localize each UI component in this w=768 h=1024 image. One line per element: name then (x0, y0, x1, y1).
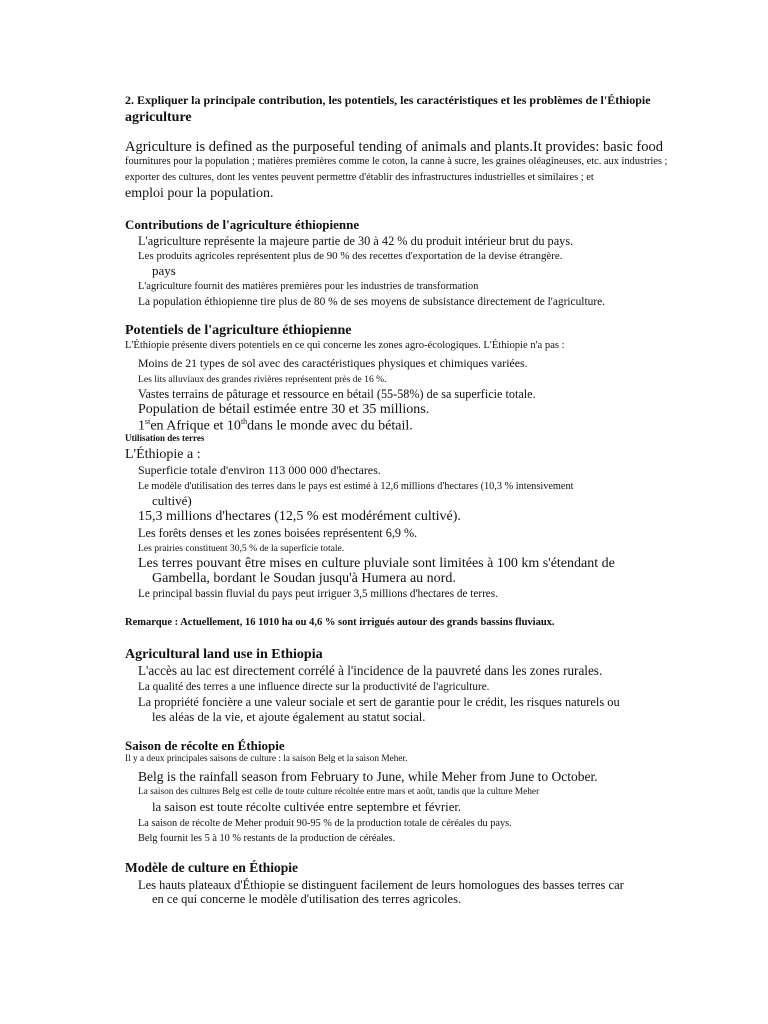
land-use-intro: L'Éthiopie a : (125, 447, 201, 462)
list-item-continuation: la saison est toute récolte cultivée entre septembre et février. (152, 800, 462, 814)
list-item: Le modèle d'utilisation des terres dans le pays est estimé à 12,6 millions d'hectares (10,3 % intensivement (138, 481, 574, 492)
potentials-heading: Potentiels de l'agriculture éthiopienne (125, 323, 352, 338)
intro-line-4: emploi pour la population. (125, 186, 274, 201)
intro-line-3: exporter des cultures, dont les ventes peuvent permettre d'établir des infrastructures industrielles et similaires ; et (125, 172, 594, 183)
list-item: Le principal bassin fluvial du pays peut irriguer 3,5 millions d'hectares de terres. (138, 588, 498, 600)
list-item: Population de bétail estimée entre 30 et 35 millions. (138, 402, 430, 417)
list-item: Belg fournit les 5 à 10 % restants de la production de céréales. (138, 833, 396, 844)
ag-land-use-heading: Agricultural land use in Ethiopia (125, 647, 323, 662)
list-item: Vastes terrains de pâturage et ressource en bétail (55-58%) de sa superficie totale. (138, 387, 536, 401)
list-item: Belg is the rainfall season from February to June, while Meher from June to October. (138, 769, 598, 784)
list-item: La saison de récolte de Meher produit 90-95 % de la production totale de céréales du pays. (138, 818, 512, 829)
list-item: Les hauts plateaux d'Éthiopie se distinguent facilement de leurs homologues des basses terres car (138, 878, 624, 892)
contributions-heading: Contributions de l'agriculture éthiopienne (125, 217, 360, 232)
title-line-1: 2. Expliquer la principale contribution, les potentiels, les caractéristiques et les problèmes de l'Éthiopie (125, 93, 651, 107)
remark: Remarque : Actuellement, 16 1010 ha ou 4,6 % sont irrigués autour des grands bassins fluviaux. (125, 617, 555, 628)
list-item: Les produits agricoles représentent plus de 90 % des recettes d'exportation de la devise étrangère. (138, 250, 563, 262)
intro-line-2: fournitures pour la population ; matières premières comme le coton, la canne à sucre, les graines oléagineuses, etc. aux industries ; (125, 156, 668, 167)
list-item: La qualité des terres a une influence directe sur la productivité de l'agriculture. (138, 681, 490, 693)
land-use-heading: Utilisation des terres (125, 433, 205, 443)
intro-line-1: Agriculture is defined as the purposeful tending of animals and plants.It provides: basic food (125, 139, 663, 155)
list-item: L'agriculture représente la majeure partie de 30 à 42 % du produit intérieur brut du pays. (138, 234, 574, 248)
list-item-continuation: en ce qui concerne le modèle d'utilisation des terres agricoles. (152, 892, 462, 906)
list-item: Les forêts denses et les zones boisées représentent 6,9 %. (138, 526, 418, 540)
list-item: L'accès au lac est directement corrélé à l'incidence de la pauvreté dans les zones rurales. (138, 663, 603, 678)
list-item: Moins de 21 types de sol avec des caractéristiques physiques et chimiques variées. (138, 356, 528, 370)
list-item: 15,3 millions d'hectares (12,5 % est modérément cultivé). (138, 509, 461, 524)
list-item: La propriété foncière a une valeur sociale et sert de garantie pour le crédit, les risques naturels ou (138, 695, 620, 709)
list-item: Les terres pouvant être mises en culture pluviale sont limitées à 100 km s'étendant de (138, 556, 615, 571)
list-item: Superficie totale d'environ 113 000 000 d'hectares. (138, 463, 381, 477)
harvest-intro: Il y a deux principales saisons de culture : la saison Belg et la saison Meher. (125, 754, 408, 764)
list-item-continuation: les aléas de la vie, et ajoute également au statut social. (152, 710, 426, 724)
potentials-intro: L'Éthiopie présente divers potentiels en ce qui concerne les zones agro-écologiques. L'Éthiopie n'a pas : (125, 340, 565, 351)
list-item: La saison des cultures Belg est celle de toute culture récoltée entre mars et août, tandis que la culture Meher (138, 787, 540, 797)
title-line-2: agriculture (125, 110, 192, 125)
list-item: L'agriculture fournit des matières premières pour les industries de transformation (138, 281, 479, 292)
list-item: La population éthiopienne tire plus de 80 % de ses moyens de subsistance directement de l'agriculture. (138, 296, 606, 308)
list-item-continuation: pays (152, 263, 176, 278)
harvest-heading: Saison de récolte en Éthiopie (125, 738, 285, 753)
crop-model-heading: Modèle de culture en Éthiopie (125, 860, 298, 875)
list-item: Les lits alluviaux des grandes rivières représentent près de 16 %. (138, 374, 387, 385)
list-item-continuation: cultivé) (152, 493, 192, 508)
list-item-continuation: Gambella, bordant le Soudan jusqu'à Humera au nord. (152, 571, 456, 586)
list-item: Les prairies constituent 30,5 % de la superficie totale. (138, 543, 345, 554)
list-item: 1sten Afrique et 10thdans le monde avec du bétail. (138, 417, 413, 434)
